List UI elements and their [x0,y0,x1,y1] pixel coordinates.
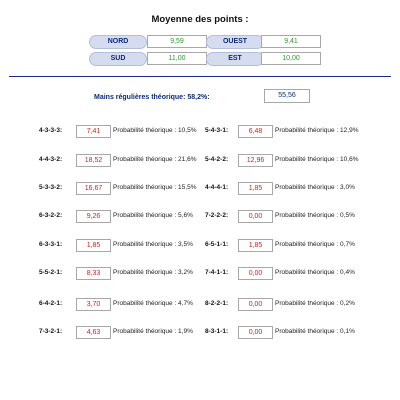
distribution-percentage-value: 0,00 [238,267,273,280]
pos-label-est: EST [206,52,264,66]
section-divider [9,76,391,77]
theoretical-probability-text: Probabilité théorique : 4,7% [113,300,193,307]
distribution-percentage-value: 18,52 [76,154,111,167]
average-points-title: Moyenne des points : [151,14,249,25]
theoretical-probability-text: Probabilité théorique : 3,2% [113,269,193,276]
distribution-percentage-value: 0,00 [238,210,273,223]
distribution-pattern-label: 5-4-3-1: [205,127,229,134]
theoretical-probability-text: Probabilité théorique : 3,0% [275,184,355,191]
distribution-percentage-value: 0,00 [238,298,273,311]
distribution-percentage-value: 1,85 [238,239,273,252]
distribution-pattern-label: 8-3-1-1: [205,328,229,335]
distribution-pattern-label: 7-4-1-1: [205,269,229,276]
theoretical-probability-text: Probabilité théorique : 15,5% [113,184,197,191]
distribution-pattern-label: 4-3-3-3: [39,127,63,134]
theoretical-probability-text: Probabilité théorique : 0,2% [275,300,355,307]
theoretical-probability-text: Probabilité théorique : 5,6% [113,212,193,219]
distribution-pattern-label: 6-5-1-1: [205,241,229,248]
distribution-percentage-value: 9,26 [76,210,111,223]
pos-label-sud: SUD [89,52,147,66]
distribution-pattern-label: 6-3-2-2: [39,212,63,219]
avg-value-est: 10,00 [261,52,321,65]
pos-label-nord: NORD [89,35,147,49]
distribution-percentage-value: 6,48 [238,125,273,138]
theoretical-probability-text: Probabilité théorique : 1,9% [113,328,193,335]
regular-hands-label: Mains régulières théorique: 58,2%: [94,94,210,101]
theoretical-probability-text: Probabilité théorique : 10,6% [275,156,359,163]
distribution-percentage-value: 8,33 [76,267,111,280]
distribution-pattern-label: 7-2-2-2: [205,212,229,219]
theoretical-probability-text: Probabilité théorique : 21,6% [113,156,197,163]
distribution-percentage-value: 12,96 [238,154,273,167]
distribution-pattern-label: 7-3-2-1: [39,328,63,335]
distribution-pattern-label: 5-4-2-2: [205,156,229,163]
theoretical-probability-text: Probabilité théorique : 10,5% [113,127,197,134]
distribution-percentage-value: 16,67 [76,182,111,195]
distribution-pattern-label: 5-3-3-2: [39,184,63,191]
pos-label-ouest: OUEST [206,35,264,49]
theoretical-probability-text: Probabilité théorique : 0,4% [275,269,355,276]
avg-value-nord: 9,59 [147,35,207,48]
theoretical-probability-text: Probabilité théorique : 0,1% [275,328,355,335]
distribution-percentage-value: 1,85 [238,182,273,195]
regular-hands-value: 55,56 [264,89,310,103]
distribution-percentage-value: 0,00 [238,326,273,339]
distribution-pattern-label: 6-4-2-1: [39,300,63,307]
distribution-percentage-value: 1,85 [76,239,111,252]
avg-value-ouest: 9,41 [261,35,321,48]
distribution-percentage-value: 3,70 [76,298,111,311]
distribution-pattern-label: 4-4-3-2: [39,156,63,163]
distribution-pattern-label: 8-2-2-1: [205,300,229,307]
theoretical-probability-text: Probabilité théorique : 0,7% [275,241,355,248]
theoretical-probability-text: Probabilité théorique : 3,5% [113,241,193,248]
distribution-pattern-label: 4-4-4-1: [205,184,229,191]
theoretical-probability-text: Probabilité théorique : 12,9% [275,127,359,134]
theoretical-probability-text: Probabilité théorique : 0,5% [275,212,355,219]
distribution-percentage-value: 4,63 [76,326,111,339]
distribution-percentage-value: 7,41 [76,125,111,138]
avg-value-sud: 11,00 [147,52,207,65]
distribution-pattern-label: 5-5-2-1: [39,269,63,276]
distribution-pattern-label: 6-3-3-1: [39,241,63,248]
